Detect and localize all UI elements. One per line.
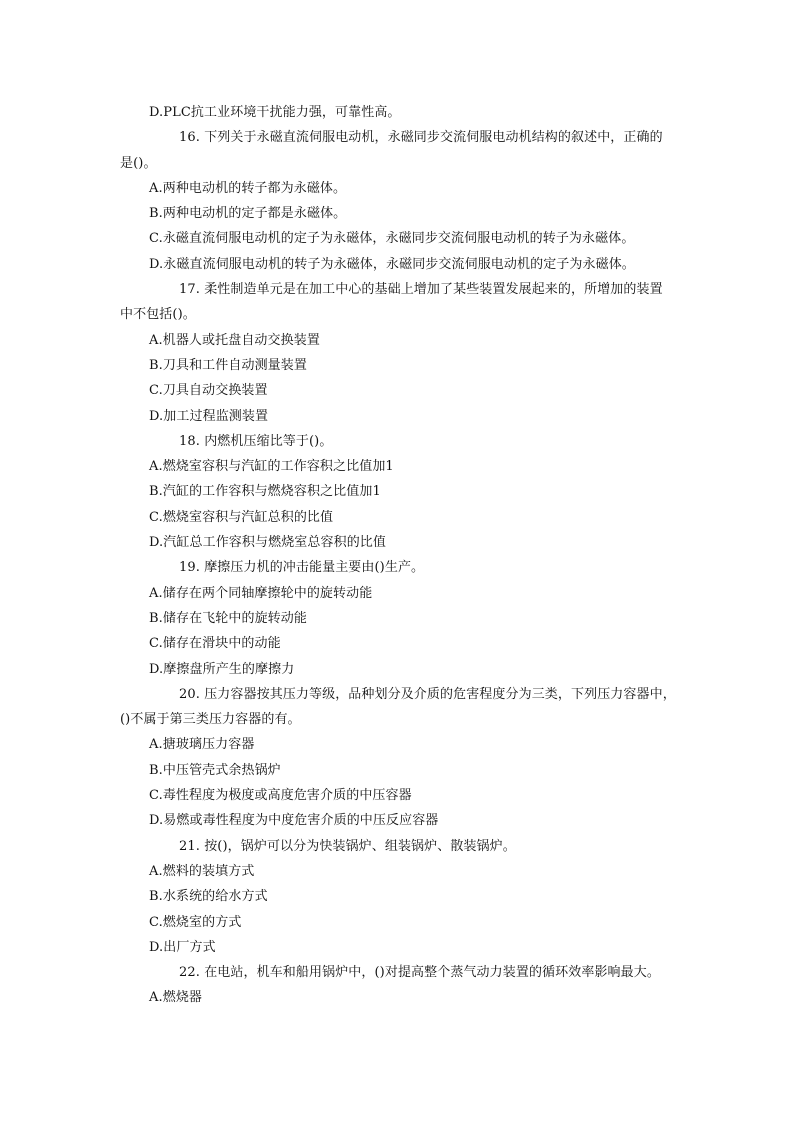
option-line: B.水系统的给水方式 [149, 889, 268, 905]
question-continuation-line: 是()。 [120, 155, 157, 171]
document-body [120, 100, 680, 1011]
option-line: C.储存在滑块中的动能 [149, 636, 281, 652]
option-line: A.储存在两个同轴摩擦轮中的旋转动能 [149, 585, 373, 601]
question-line: 19. 摩擦压力机的冲击能量主要由()生产。 [179, 560, 425, 576]
option-line: A.燃料的装填方式 [149, 863, 255, 879]
option-line: C.燃烧室容积与汽缸总积的比值 [149, 509, 334, 525]
option-line: C.燃烧室的方式 [149, 914, 242, 930]
option-line: A.燃烧器 [149, 990, 203, 1006]
option-line: A.燃烧室容积与汽缸的工作容积之比值加1 [149, 459, 394, 475]
option-line: B.汽缸的工作容积与燃烧容积之比值加1 [149, 484, 381, 500]
option-line: D.加工过程监测装置 [149, 408, 269, 424]
option-line: D.摩擦盘所产生的摩擦力 [149, 661, 295, 677]
option-line: A.机器人或托盘自动交换装置 [149, 332, 320, 348]
question-continuation-line: ()不属于第三类压力容器的有。 [120, 712, 301, 728]
question-line: 21. 按()，锅炉可以分为快装锅炉、组装锅炉、散装锅炉。 [179, 838, 516, 854]
question-line: 20. 压力容器按其压力等级，品种划分及介质的危害程度分为三类，下列压力容器中， [179, 686, 676, 702]
option-line: D.PLC抗工业环境干扰能力强，可靠性高。 [149, 105, 401, 120]
option-line: A.搪玻璃压力容器 [149, 737, 255, 753]
question-line: 22. 在电站，机车和船用锅炉中，()对提高整个蒸气动力装置的循环效率影响最大。 [179, 965, 660, 981]
question-line: 16. 下列关于永磁直流伺服电动机，永磁同步交流伺服电动机结构的叙述中，正确的 [179, 130, 663, 146]
option-line: B.储存在飞轮中的旋转动能 [149, 610, 307, 626]
option-line: D.出厂方式 [149, 939, 216, 955]
option-line: D.汽缸总工作容积与燃烧室总容积的比值 [149, 535, 386, 551]
question-line: 17. 柔性制造单元是在加工中心的基础上增加了某些装置发展起来的，所增加的装置 [179, 282, 663, 298]
option-line: D.永磁直流伺服电动机的转子为永磁体，永磁同步交流伺服电动机的定子为永磁体。 [149, 256, 635, 272]
option-line: D.易燃或毒性程度为中度危害介质的中压反应容器 [149, 813, 439, 829]
option-line: A.两种电动机的转子都为永磁体。 [149, 180, 347, 196]
option-line: B.两种电动机的定子都是永磁体。 [149, 206, 347, 222]
option-line: B.刀具和工件自动测量装置 [149, 357, 307, 373]
question-continuation-line: 中不包括()。 [120, 307, 196, 323]
option-line: C.刀具自动交换装置 [149, 383, 268, 399]
option-line: B.中压管壳式余热锅炉 [149, 762, 281, 778]
option-line: C.毒性程度为极度或高度危害介质的中压容器 [149, 788, 412, 804]
question-line: 18. 内燃机压缩比等于()。 [179, 433, 333, 449]
option-line: C.永磁直流伺服电动机的定子为永磁体，永磁同步交流伺服电动机的转子为永磁体。 [149, 231, 635, 247]
